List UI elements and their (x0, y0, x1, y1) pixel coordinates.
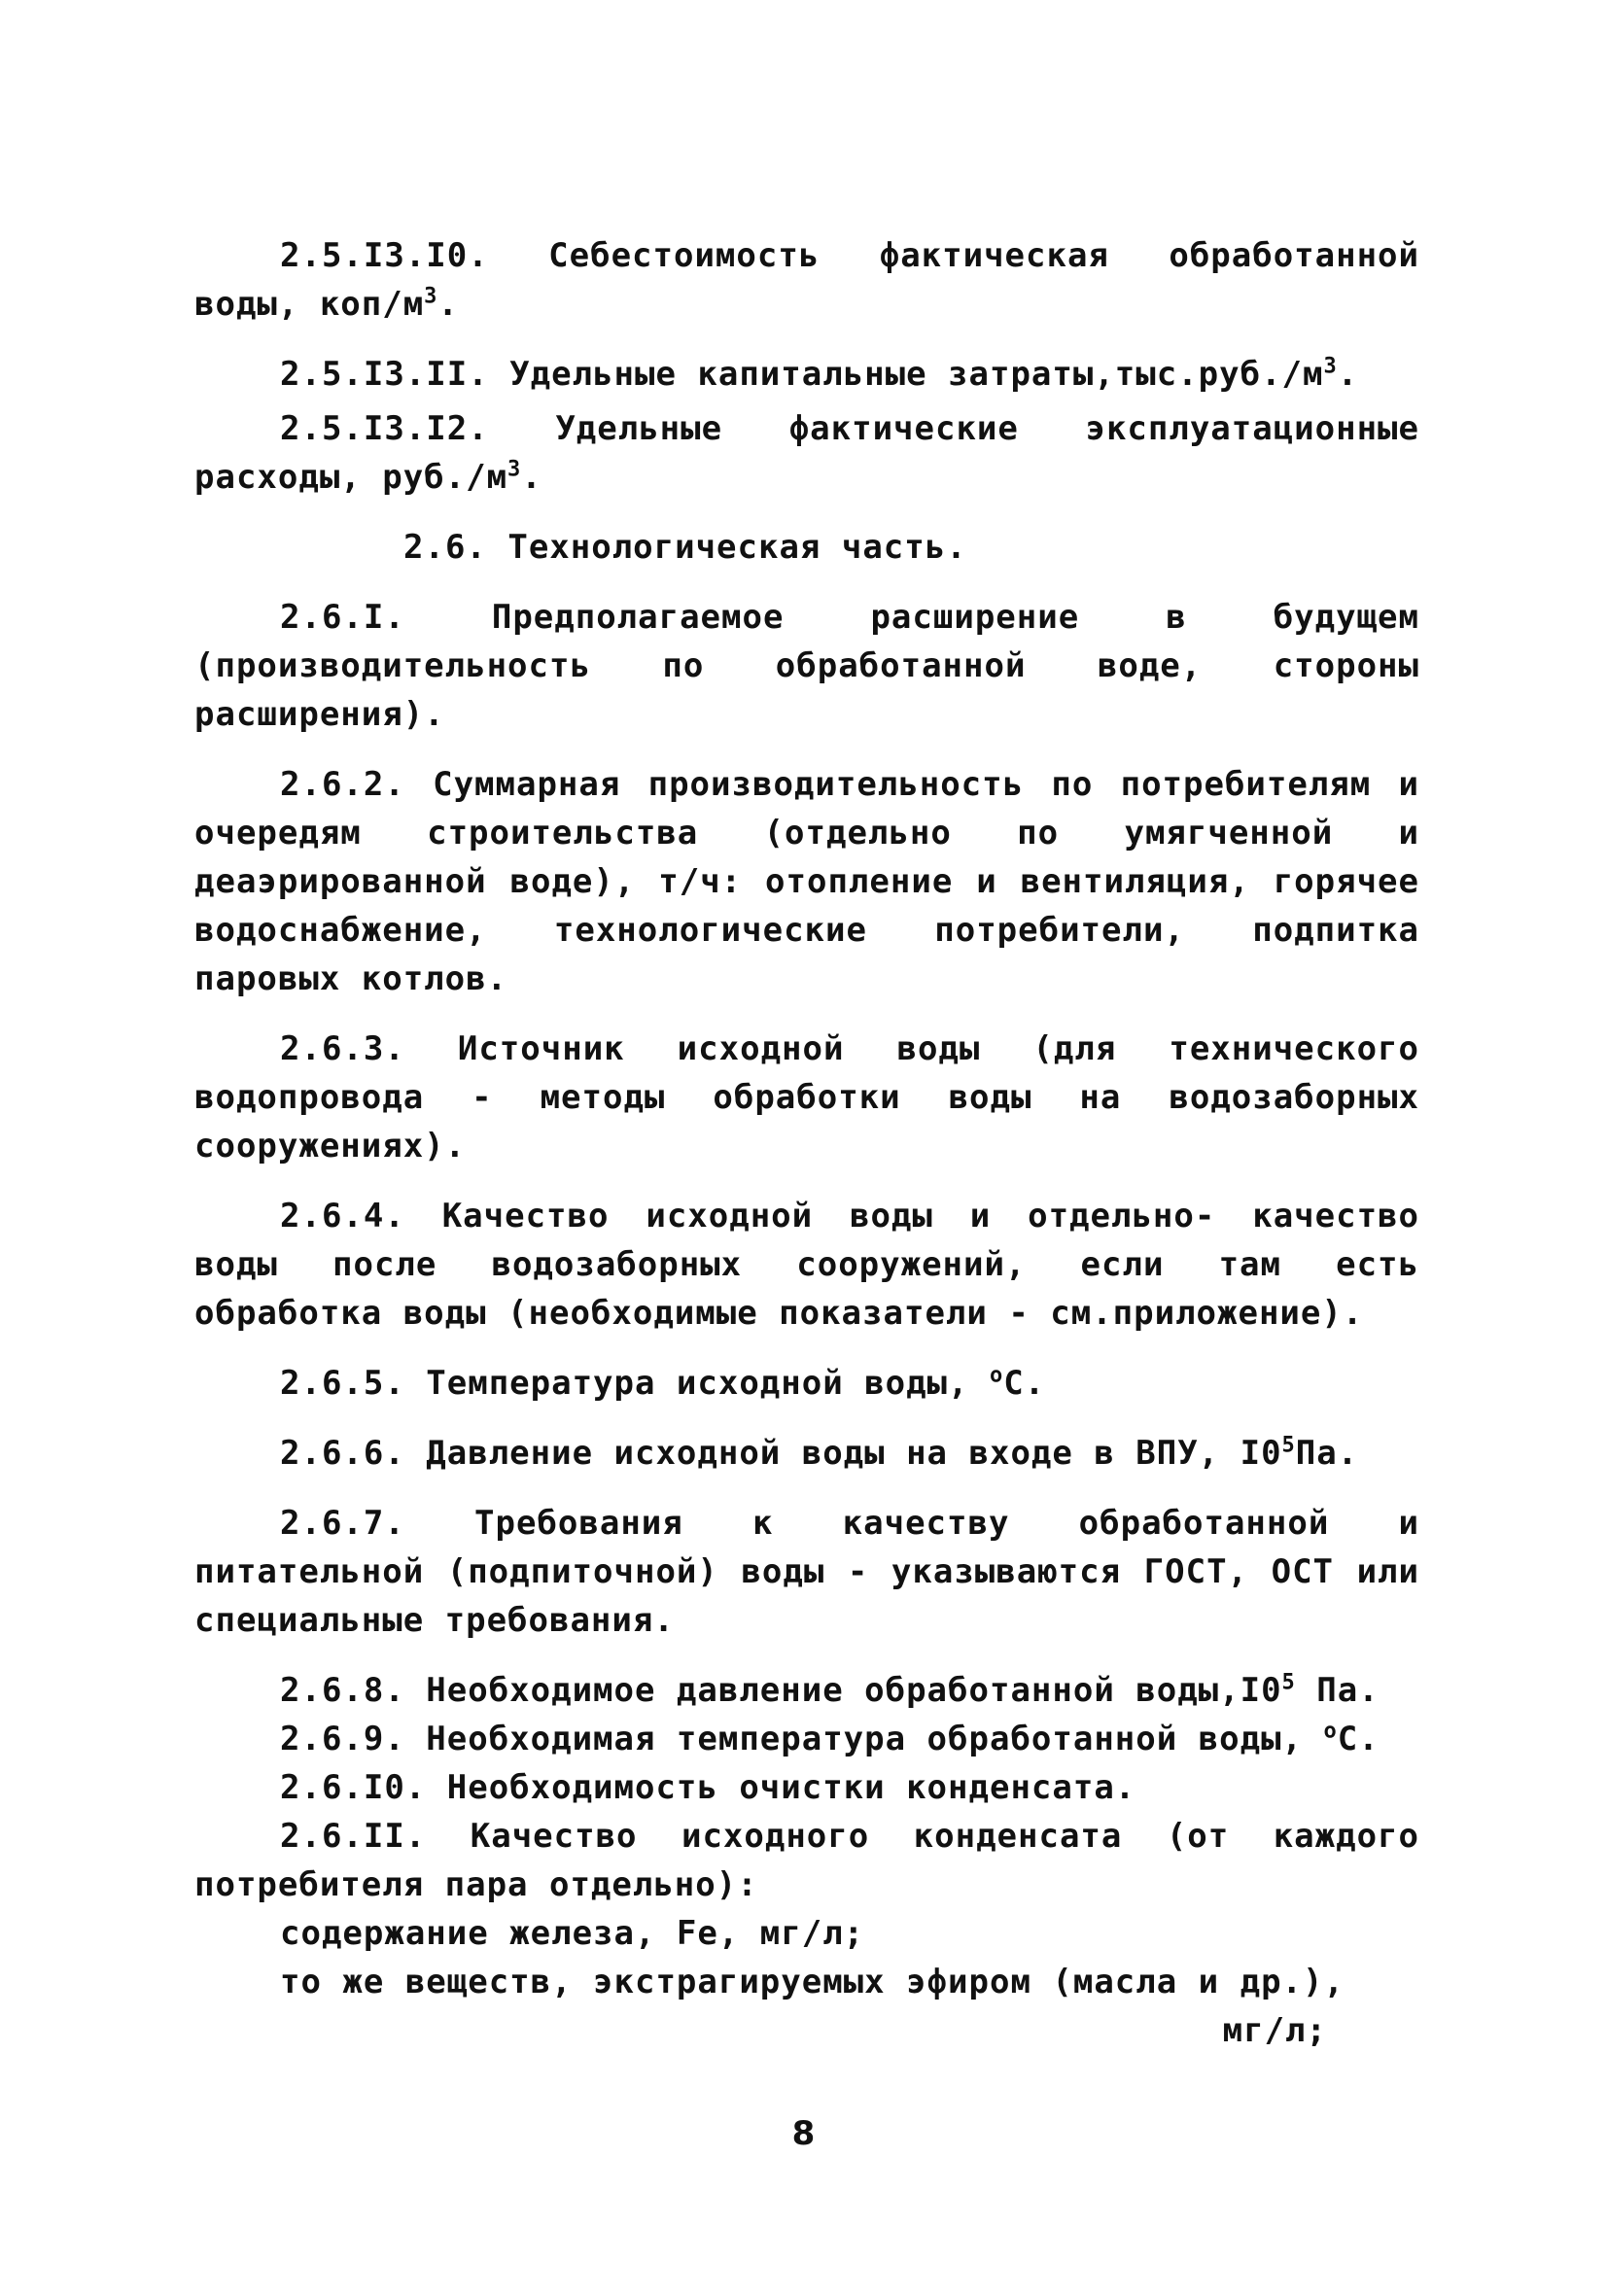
page-number: 8 (791, 2114, 816, 2153)
paragraph-2-6-2: 2.6.2. Суммарная производительность по потребителям и очередям строительства (отдельно по умягченной и деаэрированной воде), т/ч: отопление и вентиляция, горячее водоснабжение, технологические потребители, подпитка паровых котлов. (194, 765, 1419, 998)
paragraph-2-6-7: 2.6.7. Требования к качеству обработанной и питательной (подпиточной) воды - указываются ГОСТ, ОСТ или специальные требования. (194, 1504, 1419, 1640)
paragraph-2-5-13-10: 2.5.I3.I0. Себестоимость фактическая обработанной воды, коп/$м^3$. (194, 236, 1419, 324)
paragraph-2-5-13-11: 2.5.I3.II. Удельные капитальные $затраты,тыс.руб./м^3$. (280, 354, 1359, 394)
paragraph-2-6-4: 2.6.4. Качество исходной воды и отдельно- качество воды после водозаборных сооружений, если там есть обработка воды (необходимые показатели - см.приложение). (194, 1197, 1419, 1333)
paragraph-2-6-3: 2.6.3. Источник исходной воды (для технического водопровода - методы обработки воды на водозаборных сооружениях). (194, 1029, 1419, 1165)
oil-content-unit: мг/л; (1222, 2011, 1327, 2050)
document-body (194, 231, 1419, 2055)
paragraph-2-6-10: 2.6.I0. Необходимость очистки конденсата. (280, 1768, 1136, 1807)
paragraph-2-6-5: 2.6.5. Температура исходной воды, $^о$С. (280, 1363, 1046, 1403)
paragraph-2-6-1: 2.6.I. Предполагаемое расширение в будущем (производительность по обработанной воде, стороны расширения). (194, 598, 1419, 734)
section-heading-2-6: 2.6. Технологическая часть. (403, 528, 967, 567)
paragraph-2-6-6: 2.6.6. Давление исходной воды на входе в ВПУ, $I0^5Па$. (280, 1433, 1359, 1473)
paragraph-2-5-13-12: 2.5.I3.I2. Удельные фактические эксплуатационные расходы, $руб./м^3$. (194, 409, 1419, 497)
paragraph-2-6-8: 2.6.8. Необходимое давление обработанной $воды,I0^5$ Па. (280, 1670, 1380, 1710)
iron-content-line: содержание железа, Fe, мг/л; (280, 1914, 865, 1953)
paragraph-2-6-11: 2.6.II. Качество исходного конденсата (от каждого потребителя пара отдельно): (194, 1817, 1419, 1904)
paragraph-2-6-9: 2.6.9. Необходимая температура обработанной воды, $^о$С. (280, 1719, 1380, 1758)
oil-content-line: то же веществ, экстрагируемых эфиром (масла и др.), (280, 1963, 1345, 2001)
